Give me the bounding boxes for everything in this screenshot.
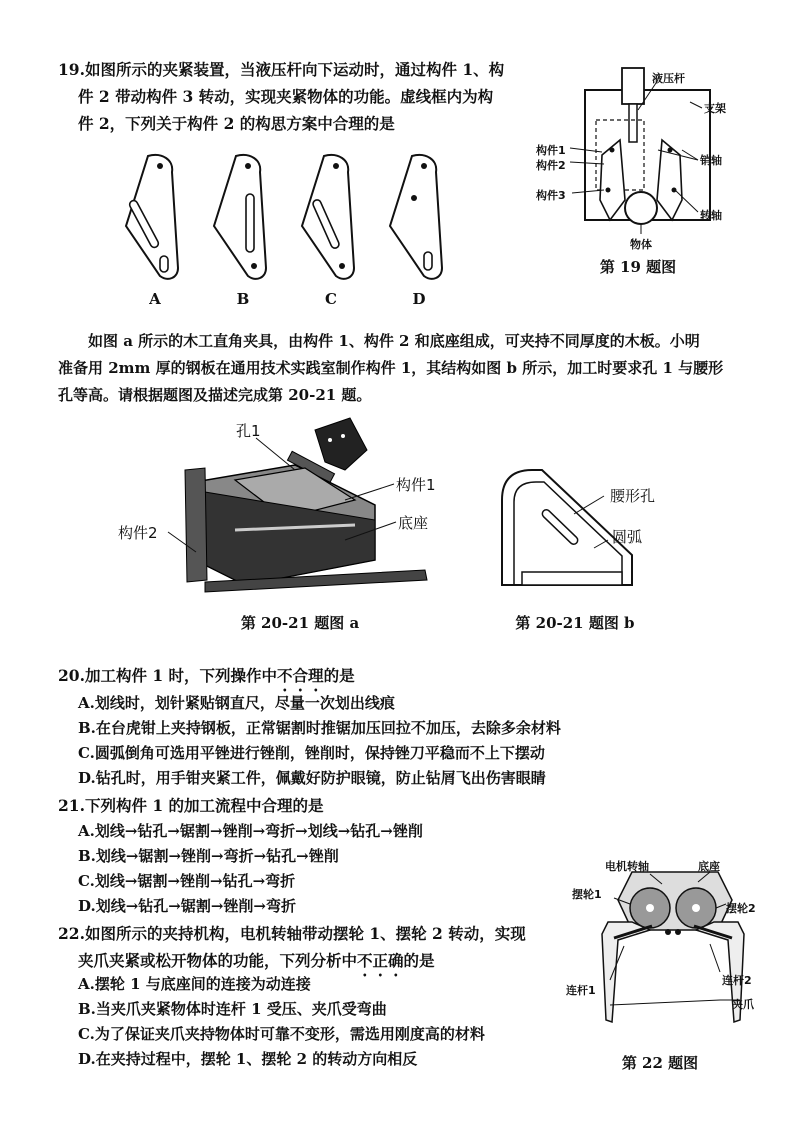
q22-line2-pre: 夹爪夹紧或松开物体的功能，下列分析中 <box>78 951 358 970</box>
q19-label-hydraulic-rod: 液压杆 <box>652 72 685 85</box>
q22-option-d[interactable]: D.在夹持过程中，摆轮 1、摆轮 2 的转动方向相反 <box>78 1050 418 1068</box>
q20-stem-pre: 20.加工构件 1 时，下列操作中 <box>58 666 278 685</box>
q22-option-c[interactable]: C.为了保证夹爪夹持物体时可靠不变形，需选用刚度高的材料 <box>78 1025 485 1043</box>
fig-a-label-hole1: 孔1 <box>236 422 261 440</box>
fig-a-caption: 第 20-21 题图 a <box>240 614 360 632</box>
q22-line1: 22.如图所示的夹持机构，电机转轴带动摆轮 1、摆轮 2 转动，实现 <box>58 924 526 943</box>
q19-line2: 件 2 带动构件 3 转动，实现夹紧物体的功能。虚线框内为构 <box>78 87 494 106</box>
q19-label-object: 物体 <box>630 238 652 251</box>
q22-label-wheel1: 摆轮1 <box>572 888 602 901</box>
q22-option-b[interactable]: B.当夹爪夹紧物体时连杆 1 受压、夹爪受弯曲 <box>78 1000 387 1018</box>
q19-option-c-label: C <box>325 290 337 308</box>
fig-a-label-part1: 构件1 <box>396 476 436 494</box>
q21-options <box>78 819 558 919</box>
q19-option-a-label: A <box>149 290 161 308</box>
q20-option-b[interactable]: B.在台虎钳上夹持钢板，正常锯割时推锯加压回拉不加压，去除多余材料 <box>78 719 561 737</box>
q22-line2-post: 的是 <box>403 951 435 970</box>
q22-label-motor-shaft: 电机转轴 <box>605 860 649 873</box>
q19-label-pin: 销轴 <box>700 154 722 167</box>
fig-b-label-arc: 圆弧 <box>612 528 643 546</box>
intro20-21-line2: 准备用 2mm 厚的钢板在通用技术实践室制作构件 1，其结构如图 b 所示，加工时要求孔 1 与腰形 <box>58 359 724 377</box>
q21-stem: 21.下列构件 1 的加工流程中合理的是 <box>58 796 324 815</box>
q19-caption: 第 19 题图 <box>599 258 677 276</box>
q19-label-part2: 构件2 <box>536 159 566 172</box>
q20-option-a[interactable]: A.划线时，划针紧贴钢直尺，尽量一次划出线痕 <box>78 694 395 712</box>
q22-label-wheel2: 摆轮2 <box>726 902 756 915</box>
q19-label-bracket: 支架 <box>704 102 726 115</box>
fig-a-label-base: 底座 <box>398 514 429 532</box>
q19-option-d-label: D <box>412 290 426 308</box>
fig-a-label-part2: 构件2 <box>118 524 158 542</box>
intro20-21-line1: 如图 a 所示的木工直角夹具，由构件 1、构件 2 和底座组成，可夹持不同厚度的木板。小明 <box>88 332 700 350</box>
q22-option-a[interactable]: A.摆轮 1 与底座间的连接为动连接 <box>78 975 311 993</box>
q19-option-b-label: B <box>236 290 250 308</box>
fig-b-label-slot: 腰形孔 <box>610 487 656 505</box>
q21-option-b[interactable]: B.划线→锯割→锉削→弯折→钻孔→锉削 <box>78 847 339 865</box>
q22-line2-emph: 不正确 <box>357 951 404 970</box>
q20-stem-emph: 不合理 <box>277 666 324 685</box>
q19-label-part3: 构件3 <box>536 189 566 202</box>
q19-label-part1: 构件1 <box>536 144 566 157</box>
q22-label-base: 底座 <box>698 860 720 873</box>
q19-line3: 件 2，下列关于构件 2 的构思方案中合理的是 <box>78 114 395 133</box>
q22-caption: 第 22 题图 <box>621 1054 699 1072</box>
fig-b-caption: 第 20-21 题图 b <box>515 614 635 632</box>
q22-label-link2: 连杆2 <box>722 974 752 987</box>
q21-option-d[interactable]: D.划线→钻孔→锯割→锉削→弯折 <box>78 897 296 915</box>
q21-option-c[interactable]: C.划线→锯割→锉削→钻孔→弯折 <box>78 872 296 890</box>
intro20-21-line3: 孔等高。请根据题图及描述完成第 20-21 题。 <box>58 386 372 404</box>
q22-label-jaw: 夹爪 <box>732 998 754 1011</box>
q21-option-a[interactable]: A.划线→钻孔→锯割→锉削→弯折→划线→钻孔→锉削 <box>78 822 423 840</box>
q20-option-c[interactable]: C.圆弧倒角可选用平锉进行锉削，锉削时，保持锉刀平稳而不上下摆动 <box>78 744 545 762</box>
q22-options <box>78 972 578 1072</box>
q20-stem-post: 的是 <box>323 666 355 685</box>
q22-label-link1: 连杆1 <box>566 984 596 997</box>
q20-option-d[interactable]: D.钻孔时，用手钳夹紧工件，佩戴好防护眼镜，防止钻屑飞出伤害眼睛 <box>78 769 546 787</box>
q19-line1: 19.如图所示的夹紧装置，当液压杆向下运动时，通过构件 1、构 <box>58 60 505 79</box>
q22-stem <box>58 920 558 980</box>
q19-label-shaft: 转轴 <box>700 209 722 222</box>
q20-options <box>78 691 758 791</box>
